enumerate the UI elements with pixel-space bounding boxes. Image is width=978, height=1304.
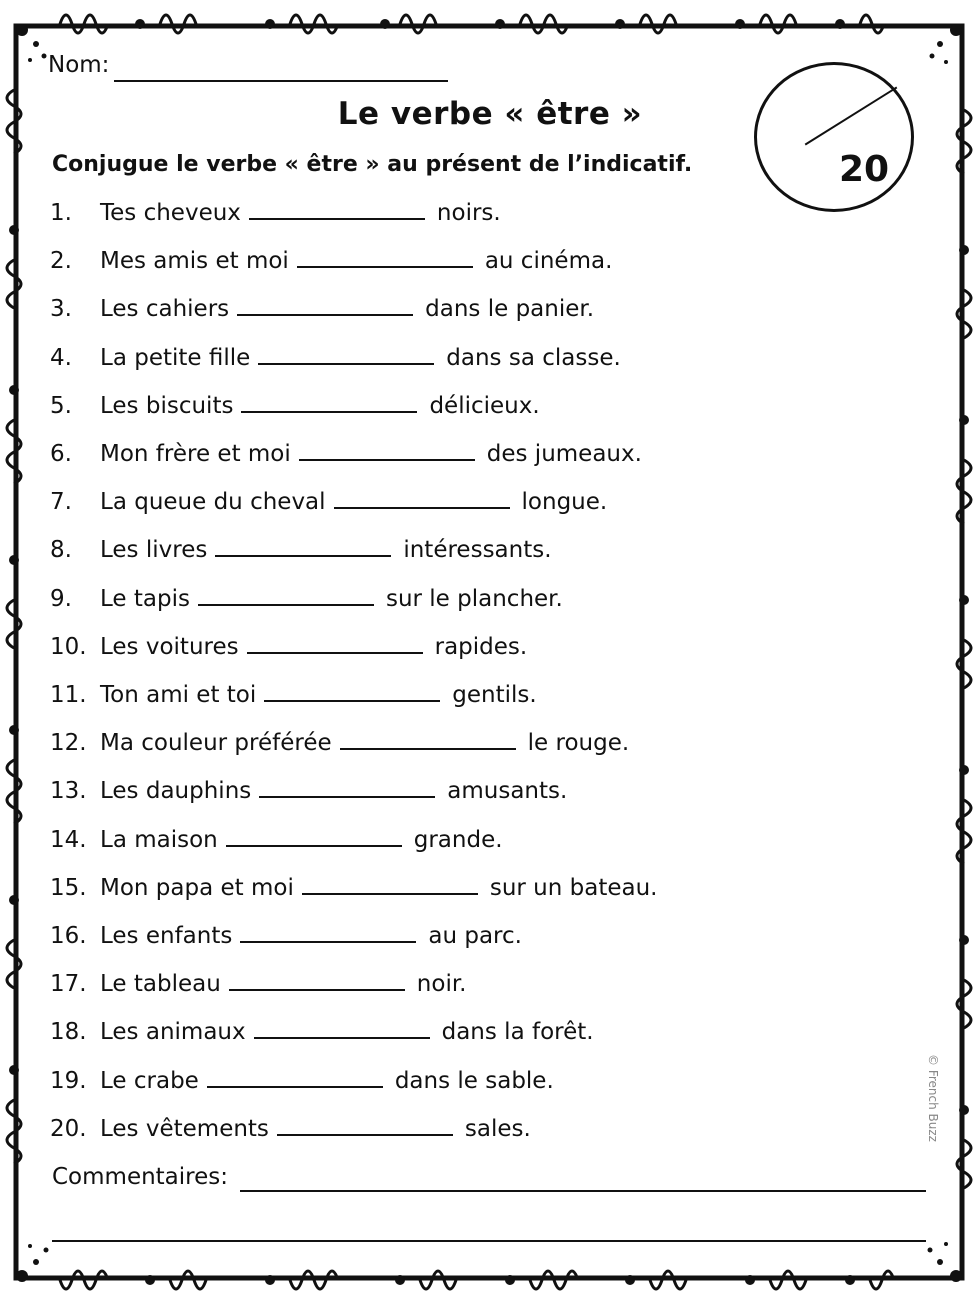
sentence-end: grande. [413,826,503,853]
item-number: 8. [50,537,72,564]
sentence-start: Les biscuits [100,392,234,419]
item-number: 18. [50,1019,87,1046]
item-sentence [100,971,467,997]
answer-blank[interactable] [198,604,374,606]
sentence-end: au cinéma. [484,248,613,275]
sentence-start: Les dauphins [100,778,252,805]
item-sentence [100,345,621,371]
sentence-start: Ton ami et toi [100,682,257,708]
name-line[interactable] [114,80,448,82]
sentence-start: Mon papa et moi [100,874,294,901]
item-sentence [100,923,522,949]
sentence-start: Les voitures [100,633,239,660]
sentence-end: dans le sable. [394,1067,554,1094]
answer-blank[interactable] [240,941,416,943]
item-number: 16. [50,923,87,949]
item-number: 5. [50,392,72,419]
comments-label: Commentaires: [52,1164,229,1190]
answer-blank[interactable] [259,796,435,798]
sentence-start: La petite fille [100,344,251,371]
sentence-end: sur un bateau. [489,874,658,901]
sentence-end: gentils. [452,682,537,708]
answer-blank[interactable] [241,411,417,413]
sentence-start: Les vêtements [100,1115,269,1142]
item-number: 4. [50,344,72,371]
sentence-start: Le crabe [100,1067,199,1094]
item-sentence [100,778,567,804]
sentence-end: intéressants. [403,537,552,564]
item-number: 19. [50,1067,87,1094]
item-sentence [100,827,503,853]
answer-blank[interactable] [237,314,413,316]
sentence-end: délicieux. [429,392,540,419]
sentence-start: Les cahiers [100,296,230,323]
answer-blank[interactable] [297,266,473,268]
item-sentence [100,1068,554,1094]
sentence-end: au parc. [428,923,522,949]
item-number: 2. [50,248,72,275]
answer-blank[interactable] [247,652,423,654]
name-label: Nom: [48,52,110,78]
comment-line[interactable] [240,1190,926,1192]
item-sentence [100,875,658,901]
sentence-start: Les animaux [100,1019,246,1046]
sentence-end: dans la forêt. [441,1019,594,1046]
answer-blank[interactable] [264,700,440,702]
sentence-start: Le tableau [100,971,221,998]
sentence-end: sur le plancher. [385,585,563,612]
item-sentence [100,586,563,612]
item-sentence [100,730,629,756]
item-sentence [100,1019,594,1045]
item-number: 17. [50,971,87,998]
answer-blank[interactable] [249,218,425,220]
answer-blank[interactable] [258,363,434,365]
item-number: 12. [50,730,87,757]
item-sentence [100,248,612,274]
item-number: 6. [50,441,72,467]
item-number: 20. [50,1115,87,1142]
sentence-start: La queue du cheval [100,489,326,516]
sentence-end: longue. [521,489,608,516]
copyright: © French Buzz [926,1054,940,1142]
sentence-start: Ma couleur préférée [100,730,332,757]
answer-blank[interactable] [334,507,510,509]
answer-blank[interactable] [302,893,478,895]
score-circle [754,62,914,212]
item-number: 13. [50,778,87,805]
item-sentence [100,393,540,419]
sentence-end: le rouge. [527,730,630,757]
instruction: Conjugue le verbe « être » au présent de l’indicatif. [52,152,693,177]
comment-line[interactable] [52,1240,926,1242]
sentence-start: Mon frère et moi [100,441,291,467]
answer-blank[interactable] [226,845,402,847]
item-sentence [100,537,552,563]
sentence-end: sales. [464,1115,531,1142]
answer-blank[interactable] [254,1037,430,1039]
answer-blank[interactable] [229,989,405,991]
sentence-end: noirs. [436,200,501,226]
item-number: 9. [50,585,72,612]
sentence-start: Le tapis [100,585,190,612]
answer-blank[interactable] [340,748,516,750]
answer-blank[interactable] [277,1134,453,1136]
item-number: 7. [50,489,72,516]
answer-blank[interactable] [299,459,475,461]
sentence-start: Mes amis et moi [100,248,289,275]
item-number: 10. [50,633,87,660]
sentence-start: Les enfants [100,923,233,949]
score-total: 20 [839,149,890,190]
sentence-end: dans le panier. [425,296,595,323]
item-sentence [100,441,642,467]
item-sentence [100,1116,531,1142]
page-title: Le verbe « être » [337,96,643,132]
item-number: 11. [50,682,87,708]
sentence-start: Les livres [100,537,208,564]
item-sentence [100,634,527,660]
item-sentence [100,682,537,708]
sentence-end: amusants. [447,778,568,805]
item-number: 15. [50,874,87,901]
sentence-start: Tes cheveux [100,200,241,226]
score-slash [805,87,898,146]
item-sentence [100,296,594,322]
sentence-end: dans sa classe. [446,344,621,371]
sentence-end: rapides. [434,633,528,660]
sentence-end: noir. [416,971,467,998]
item-sentence [100,489,607,515]
item-sentence [100,200,501,226]
item-number: 3. [50,296,72,323]
sentence-end: des jumeaux. [486,441,642,467]
item-number: 14. [50,826,87,853]
answer-blank[interactable] [207,1086,383,1088]
sentence-start: La maison [100,826,218,853]
answer-blank[interactable] [215,555,391,557]
item-number: 1. [50,200,72,226]
